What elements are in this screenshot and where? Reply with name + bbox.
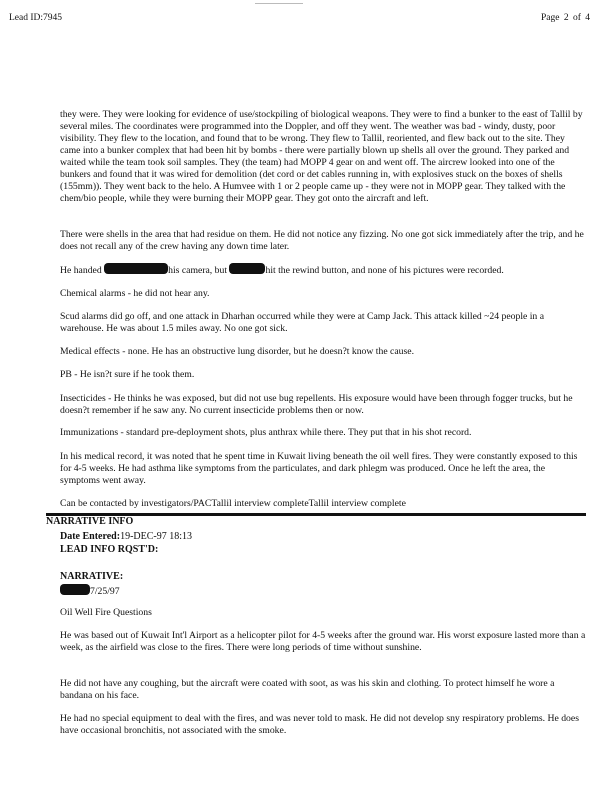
paragraph-medical-effects <box>60 346 586 358</box>
top-rule <box>255 3 303 4</box>
narrative-date: 7/25/97 <box>90 586 120 597</box>
paragraph-shells <box>60 229 586 253</box>
paragraph-text: Can be contacted by investigators/PACTallil interview completeTallil interview complete <box>60 498 406 509</box>
paragraph-mission <box>60 109 586 205</box>
subtitle-text: Oil Well Fire Questions <box>60 607 152 618</box>
narrative-paragraph-soot <box>60 678 586 702</box>
lead-info-requested-label: LEAD INFO RQST'D: <box>60 544 159 555</box>
paragraph-text: There were shells in the area that had residue on them. He did not notice any fizzing. No one got sick immediately after the trip, and he does not recall any of the crew having any down time later. <box>60 229 584 252</box>
narrative-paragraph-base <box>60 630 586 654</box>
paragraph-text: they were. They were looking for evidence of use/stockpiling of biological weapons. They were to find a bunker to the east of Tallil by several miles. The coordinates were programmed into the Doppler, and off they went. The weather was bad - windy, dusty, poor visibility. They flew to the location, and found that to be wrong. They flew to Tallil, reoriented, and flew back out to the site. They came into a bunker complex that had been hit by bombs - there were partially blown up shells all over the ground. They parked and waited while the team took soil samples. They (the team) had MOPP 4 gear on and went off. The aircrew looked into one of the bunkers and found that it was wired for demolition (det cord or det cables running in, with explosives stuck on the boxes of shells (155mm)). They went back to the helo. A Humvee with 1 or 2 people came up - they were not in MOPP gear. They talked with the chem/bio people, while they were burning their MOPP gear. They got onto the aircraft and left. <box>60 109 583 204</box>
date-entered-label: Date Entered: <box>60 531 121 542</box>
paragraph-pb <box>60 369 586 381</box>
date-entered-value: 19-DEC-97 18:13 <box>120 531 193 542</box>
paragraph-immunizations <box>60 427 586 439</box>
narrative-subtitle <box>60 607 586 619</box>
paragraph-text: Scud alarms did go off, and one attack in Dharhan occurred while they were at Camp Jack. This attack killed ~24 people in a warehouse. He was about 1.5 miles away. No one got sick. <box>60 311 544 334</box>
paragraph-camera <box>60 263 586 277</box>
paragraph-insecticides <box>60 393 586 417</box>
paragraph-text: Chemical alarms - he did not hear any. <box>60 288 210 299</box>
paragraph-scud-alarms <box>60 311 586 335</box>
date-entered-row <box>60 531 192 542</box>
paragraph-text: He had no special equipment to deal with the fires, and was never told to mask. He did not develop sny respiratory problems. He does have occasional bronchitis, not associated with the smoke. <box>60 713 579 736</box>
camera-text-c: hit the rewind button, and none of his pictures were recorded. <box>265 265 504 276</box>
redaction-block <box>60 584 90 595</box>
narrative-info-heading: NARRATIVE INFO <box>46 516 134 527</box>
camera-text-b: his camera, but <box>168 265 228 276</box>
camera-text-a: He handed <box>60 265 102 276</box>
paragraph-text: Insecticides - He thinks he was exposed, but did not use bug repellents. His exposure would have been through fogger trucks, but he doesn?t remember if he saw any. No current insecticide problems then or now. <box>60 393 573 416</box>
paragraph-text: Medical effects - none. He has an obstructive lung disorder, but he doesn?t know the cause. <box>60 346 414 357</box>
paragraph-medical-record <box>60 451 586 487</box>
paragraph-text: PB - He isn?t sure if he took them. <box>60 369 195 380</box>
narrative-date-row <box>60 584 586 598</box>
narrative-paragraph-equipment <box>60 713 586 737</box>
redaction-block <box>229 263 265 274</box>
narrative-label: NARRATIVE: <box>60 571 124 582</box>
lead-id: Lead ID:7945 <box>9 13 63 23</box>
paragraph-chemical-alarms <box>60 288 586 300</box>
paragraph-text: He did not have any coughing, but the aircraft were coated with soot, as was his skin and clothing. To protect himself he wore a bandana on his face. <box>60 678 555 701</box>
page-number: Page 2 of 4 <box>540 13 590 23</box>
paragraph-text: Immunizations - standard pre-deployment shots, plus anthrax while there. They put that in his shot record. <box>60 427 472 438</box>
paragraph-contact <box>60 498 586 510</box>
redaction-block <box>104 263 168 274</box>
paragraph-text: In his medical record, it was noted that he spent time in Kuwait living beneath the oil well fires. They were constantly exposed to this for 4-5 weeks. He had asthma like symptoms from the particulates, and dark phlegm was produced. Once he left the area, the symptoms went away. <box>60 451 578 486</box>
paragraph-text: He was based out of Kuwait Int'l Airport as a helicopter pilot for 4-5 weeks after the ground war. His worst exposure lasted more than a week, as the airfield was close to the fires. There were long periods of time without sunshine. <box>60 630 586 653</box>
